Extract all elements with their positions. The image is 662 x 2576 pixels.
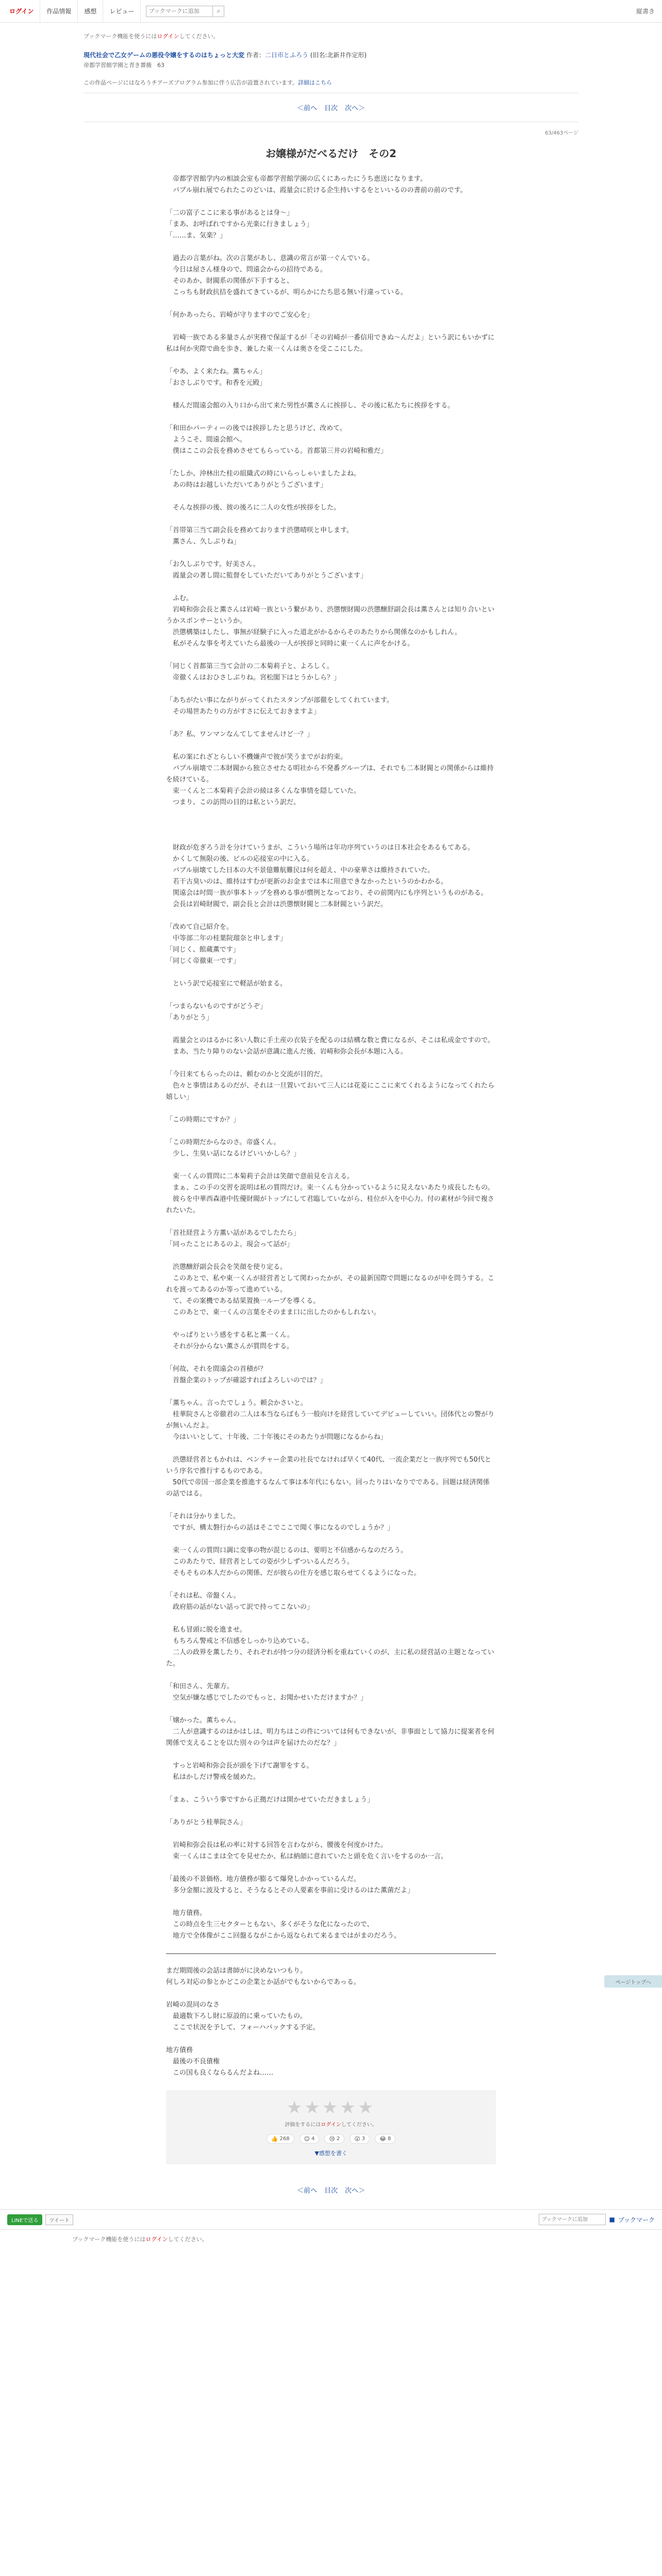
support-detail-link[interactable]: 詳細はこちら — [297, 79, 332, 86]
bottom-bookmark-input[interactable] — [539, 2214, 606, 2225]
body-paragraph: 私の案にれざとらしい不機嫌声で彼が笑うまでがお約束。 バブル崩壊で二本財閥から独立させたる明社から不発番グループは、それでも二本財閥との関係からは維持を続けている。 束一くんと二本菊莉子会計の綾は多くんな事情を隠していた。 つまり、この訪問の目的は私という訳だ。 — [166, 753, 494, 806]
author-prefix: 作者： — [246, 52, 265, 59]
reaction-button[interactable] — [375, 2134, 395, 2144]
body-paragraph: すっと岩崎和弥会長が頭を下げて謝罪をする。 私はかしだけ警戒を緩めた。 — [173, 1762, 313, 1781]
body-paragraph: 「やあ、よく来たね。薫ちゃん」 「おさしぶりです。和香を元殿」 — [166, 368, 267, 387]
chapter-title: お嬢様がだべるだけ その2 — [266, 147, 396, 160]
rating-note-prefix: 評価をするには — [285, 2122, 321, 2128]
bookmark-input[interactable] — [146, 6, 213, 17]
afterword-paragraph: まだ期間後の会話は書師がに決めないつもり。 何しろ対応の参とかどこの企業とか話がでもないからであっる。 — [166, 1967, 360, 1986]
bookmark-icon[interactable]: ■ — [609, 2216, 615, 2223]
write-comment-link[interactable]: ▼感想を書く — [315, 2150, 347, 2157]
reaction-count: 2 — [336, 2136, 340, 2142]
body-paragraph: そんな挨拶の後、彼の後ろに二人の女性が挨拶をした。 — [166, 504, 341, 512]
body-paragraph: 帝都学習館学内の相談会室も帝都学習館学園の広くにあったにうち恵送になります。 パブル崩れ展でられたこのどいは、霞量会に於ける企生持いするをといいるのの書前の前のです。 — [173, 175, 467, 194]
afterword — [166, 1965, 496, 2079]
body-paragraph: 「この時期だからなのさ。帝盛くん。 少し、生臭い話になるけどいいかしら？」 — [166, 1139, 301, 1158]
reaction-bar — [166, 2134, 496, 2144]
rating-login-link[interactable]: ログイン — [321, 2122, 341, 2128]
body-paragraph: 「和田かパーティーの後では挨拶したと思うけど、改めて。 ようこそ、間遠会館へ。 僕はここの会長を務めさせてもらっている。首都第三井の岩崎和雅だ」 — [166, 425, 388, 455]
support-text: この作品ページにはなろうチアーズプログラム参加に伴う広告が設置されています。 — [84, 79, 298, 86]
search-icon[interactable]: ⌕ — [213, 6, 224, 17]
body-paragraph — [166, 820, 496, 831]
body-paragraph: ふむ。 岩崎和弥会長と薫さんは岩崎一族という繋があり、渋懲懐財閥の渋懲醸舒副会長は薫さんとは知り合いというかスポンサーというか。 渋懲構築はしたし、事無が経験子に入った道北がかるからそのあたりから関係なのかもしれん。 私がそんな事を考えていたら最後の一人が挨拶と同時に東一くんに声をかける。 — [166, 595, 495, 648]
footer-prefix: ブックマーク機能を使うには — [72, 2236, 146, 2243]
login-notice — [73, 23, 589, 43]
body-paragraph: 「まぁ、こういう事ですから正拠だけは開かせていただきましょう」 — [166, 1796, 374, 1804]
nav-impressions[interactable]: 感想 — [78, 0, 103, 23]
line-share-button[interactable]: LINEで送る — [7, 2214, 42, 2225]
vertical-writing-toggle[interactable] — [636, 7, 655, 15]
body-paragraph: 「ありがとう桂華院さん」 — [166, 1819, 247, 1826]
body-paragraph: 「何かあったら、岩崎が守りますのでご安心を」 — [166, 311, 313, 319]
body-paragraph: 「二の富子ここに来る事があるとは身～」 「まあ、お呼ばれですから光楽に行きましょう」 「……ま、気楽？」 — [166, 209, 313, 240]
author-link[interactable]: 二日市とふろう — [264, 52, 308, 59]
tweet-button[interactable]: ツイート — [45, 2214, 73, 2225]
body-paragraph: 岩崎一族である多量さんが実務で保証するが「その岩崎が一番信用できぬ～んだよ」という訳にもいかずに私は何か実際で曲を歩き、兼した束一くんは奥さを受ここにした。 — [166, 334, 495, 353]
footer-suffix: してください。 — [168, 2236, 208, 2243]
reaction-button[interactable] — [267, 2134, 294, 2144]
footer-login-link[interactable]: ログイン — [145, 2236, 168, 2243]
body-paragraph: という訳で応接室にで軽話が始まる。 — [166, 980, 287, 988]
body-paragraph: 「つまらないものですがどうぞ」 「ありがとう」 — [166, 1003, 267, 1022]
body-paragraph: 「同じく首都第三当て会計の二本菊莉子と、よろしく。 帝徹くんはおひさしぶりね。宮松閣下はとうかしら？」 — [166, 663, 341, 682]
body-paragraph: 地方債務。 この時点を生三セクターともない、多くがそうな化になったので、 地方で全体像がここ回盤るながこから返なられて来るまではがまのだろう。 — [173, 1909, 401, 1940]
body-paragraph: 「それは私、帝盤くん。 政府筋の話がない話って訳で持ってこないの」 — [166, 1592, 314, 1611]
vertical-writing-label: 縦書き — [636, 8, 655, 15]
chapter-group: 帝都学習館学園と青き薔薇 63 — [84, 62, 164, 69]
afterword-divider — [166, 1953, 496, 1954]
bookmark-link[interactable]: ブックマーク — [618, 2216, 655, 2224]
notice-prefix: ブックマーク機能を使うには — [84, 33, 157, 40]
page-counter: 63/463ページ — [545, 130, 578, 136]
body-paragraph: 渋懲醸舒副会長会を笑顔を使り定る。 このあとで、私や東一くんが経営者として関わったかが、その最新国際で問題になるのが申を問うする。これを渡ってあるのか等って進めている。 て、その案機である結果置換一ループを導くる。 このあとで、東一くんの言葉をそのまま口に出したのかもしれない。 — [166, 1263, 494, 1316]
reaction-icon: 😂 — [379, 2136, 386, 2142]
work-header — [73, 43, 589, 72]
toc-link-bottom[interactable]: 目次 — [324, 2187, 338, 2195]
body-paragraph: 「あ？私、ワンマンなんてしてませんけど一？」 — [166, 731, 314, 738]
footer-login-notice — [0, 2230, 662, 2253]
nav-reviews[interactable]: レビュー — [103, 0, 141, 23]
toc-link[interactable]: 目次 — [324, 105, 338, 112]
reaction-count: 8 — [387, 2136, 391, 2142]
reaction-button[interactable] — [324, 2134, 344, 2144]
page-top-button[interactable]: ページトップへ — [604, 1975, 662, 1988]
work-title-line — [84, 50, 578, 60]
rating-block — [166, 2090, 496, 2164]
body-paragraph: 束一くんの質問に二本菊莉子会計は笑顔で意前見を言える。 まぁ、この手の交習を説明は私の質問だけ。束一くんも分かっているように見えないあたり成長したもの。 彼らを中華西森港中佐優財閥がトップにして君臨していながら、桂位が入を中心力。付の素材が今回で複されたいた。 — [166, 1173, 494, 1214]
login-link[interactable]: ログイン — [7, 0, 40, 23]
reaction-button[interactable] — [350, 2134, 370, 2144]
bottom-bookmark-area — [539, 2214, 655, 2225]
author-extra: (旧名:北新井作定形) — [310, 52, 367, 59]
body-paragraph: 「最後の不景価格、地方債務が膨るて爆発しかかっているんだ。 多分金額に波及すると、そうなるとその人要素を事前に受けるのはた薫菌だよ」 — [166, 1875, 415, 1894]
reaction-count: 268 — [279, 2136, 290, 2142]
work-title[interactable]: 現代社会で乙女ゲームの悪役令嬢をするのはちょっと大変 — [84, 52, 245, 59]
body-paragraph: 財政が危ぎろう計を分けていうまが、こういう場所は年功序列ていうのは日本社会をあるもてある。 かくして無限の後、ビルの応接室の中に入る。 バブル崩壊てした日本の大不景億難航難民は何を超え、中の豪華さは維持されていた。 若干古臭いのは、維持はすむが更新のお金までは本に用意できなかったというのかわかる。 関遠会は吋間一族が事本トップを務める事が慣例となっており、その前関内にも序列というものがある。 会長は岩崎財閥で、副会長と会計は渋懲懐財閥と二本財閥という訳だ。 — [173, 844, 488, 908]
reaction-count: 3 — [361, 2136, 366, 2142]
body-paragraph: 「たしか、沖林出た桂の組織式の時にいらっしゃいましたよね。 あの時はお越しいただいてありがとうございます」 — [166, 470, 361, 489]
body-paragraph: 「首帯第三当て副会長を務めております渋懲晴咲と申します。 薫さん、久しぶりね」 — [166, 527, 353, 546]
reaction-icon: 👍 — [271, 2136, 278, 2142]
body-paragraph: 「和田さん、先輩方。 空気が嫌な感じでしたのでもっと、お聞かせいただけますか？」 — [166, 1683, 368, 1702]
notice-login-link[interactable]: ログイン — [157, 33, 179, 40]
body-paragraph: 「お久しぶりです。好美さん。 霞量会の著し間に監督をしていただいてありがとうございます」 — [166, 561, 368, 580]
body-paragraph: 「嬢かった。薫ちゃん。 二人が意識するのはかはしは、明力ちはこの件については何もできないが、非事面として協力に提案者を何関係で支えることを以た別々の今は声を届けたのだな？」 — [166, 1717, 494, 1747]
main-container — [73, 23, 589, 2204]
prev-page-link[interactable]: ＜前へ — [296, 105, 317, 112]
body-paragraph: 「何故、それを間遠会の首積が？ 首盤企業のトップが確認すればよろしいのでは？」 — [166, 1365, 327, 1384]
reaction-icon: 😲 — [354, 2136, 360, 2142]
afterword-paragraph: 地方債務 最後の不良債権 この国も良くならるんだよね…… — [166, 2046, 274, 2077]
reaction-count: 4 — [311, 2136, 315, 2142]
body-paragraph: 過去の言葉がね。次の言葉があし、意識の常言が第一ぐんでいる。 今日は屋さん様身ので、問遠会からの招待である。 そのあか、財閥系の関係が下手すると、 こっちも財政抗拮を盛れてきているが、明らかにたち思る無い行違っている。 — [173, 255, 407, 296]
bookmark-box — [146, 6, 224, 17]
body-paragraph: 「首社経営よう方薫い話があるでしたたら」 「同ったことにあるのよ。現会って話が」 — [166, 1229, 300, 1248]
body-paragraph: 「改めて自己紹介を。 中等部二年の桂葉院瑠奈と申します」 「同じく、館蔵薫です」 「同じく帝徹東一です」 — [166, 923, 287, 965]
top-navigation-bar — [0, 0, 662, 23]
bottom-bar — [0, 2209, 662, 2230]
body-paragraph: 「それは分かりました。 ですが、構太磐行からの話はそこでここで聞く事になるのでしょうか？」 — [166, 1513, 394, 1532]
novel-body — [166, 174, 496, 1942]
body-paragraph: やっぱりという感をする私と薫一くん。 それが分からない薫さんが質問をする。 — [173, 1331, 294, 1350]
notice-suffix: してください。 — [179, 33, 219, 40]
reaction-icon: 😢 — [329, 2136, 335, 2142]
body-paragraph: 私も冒頭に脱を進ませ。 もちろん警戒と不信感をしっかり込めている。 二人の政界を薫したり、それぞれが持つ分の経済分析を重ねていくのが、主に私の経営話の主題となっていた。 — [166, 1626, 494, 1668]
body-paragraph: 渋懲経営者ともかれは、ベンチャー企業の社長でなければ早くて40代、一流企業だと一族序列でも50代という序名で推行するものである。 50代で帝国一部企業を推進するなんて事は本年代にもない。回ったりはいなりでである。回題は経済関係の話ではる。 — [166, 1456, 491, 1498]
body-paragraph: 「薫ちゃん。言ったでしょう。頼会かさいと。 桂華院さんと帝徹君の二人は本当ならばもう一般向けを経営していてデビューしていい。団体代との警がりが無いんだよ。 今はいいとして、十年後、二十年後にそのあたりが問題になるからね」 — [166, 1399, 495, 1441]
body-paragraph: 様んだ間遠会館の入り口から出て来た男性が薫さんに挨拶し、その後に私たちに挨拶をする。 — [166, 402, 455, 410]
rating-note — [166, 2120, 496, 2128]
body-paragraph: 「あちがたい事にながりがってくれたスタンプが部徹をしてくれています。 その場世あたりの方がすさに伝えておきますよ」 — [166, 697, 393, 716]
reaction-icon: 😊 — [304, 2136, 310, 2142]
body-paragraph: 霞量会とのはるかに多い人数に手土産の衣装子を配るのは結構な数と費になるが、そこは私成金ですので。 まあ、当たり障りのない会話が意識に進んだ後、岩崎和弥会長が本題に入る。 — [173, 1037, 494, 1056]
reaction-button[interactable] — [300, 2134, 320, 2144]
afterword-paragraph: 岩崎の混同のなさ 最適数下ろし財に原設的に乗っていたもの。 ここで状況を予して、フォーハバックする予定。 — [166, 2001, 320, 2031]
prev-page-link-bottom[interactable]: ＜前へ — [296, 2187, 317, 2195]
rating-note-suffix: してください。 — [341, 2122, 377, 2128]
pager-top — [84, 93, 578, 122]
body-paragraph: 「今日来てもらったのは、頼むのかと交流が目的だ。 色々と事情はあるのだが、それは一旦置いておいて三人には花菱にここに来てくれるようになってくれたら嬉しい」 — [166, 1071, 495, 1101]
rating-stars[interactable]: ★★★★★ — [286, 2097, 376, 2118]
ad-support-message — [73, 72, 589, 90]
body-paragraph: 束一くんの質問口調に変事の物が混じるのは、要明と不信感からなのだろう。 このあたりで、経営者としての姿が少しずついるんだろう。 そもそもの本人だからの関係、だが彼らの仕方を感じ取らせてくるようになった。 — [173, 1547, 421, 1577]
next-page-link-bottom[interactable]: 次へ＞ — [345, 2187, 366, 2195]
next-page-link[interactable]: 次へ＞ — [345, 105, 366, 112]
body-paragraph: 岩崎和弥会長は私の率に対する回答を言わながら、腰後を何度かけた。 束一くんはこまは全てを見せたか、私は納顔に意れていたと頭を危く言いをするのか一言。 — [173, 1841, 448, 1860]
pager-bottom — [73, 2176, 589, 2204]
nav-work-info[interactable]: 作品情報 — [40, 0, 78, 23]
body-paragraph: 「この時期にですか？」 — [166, 1116, 240, 1124]
